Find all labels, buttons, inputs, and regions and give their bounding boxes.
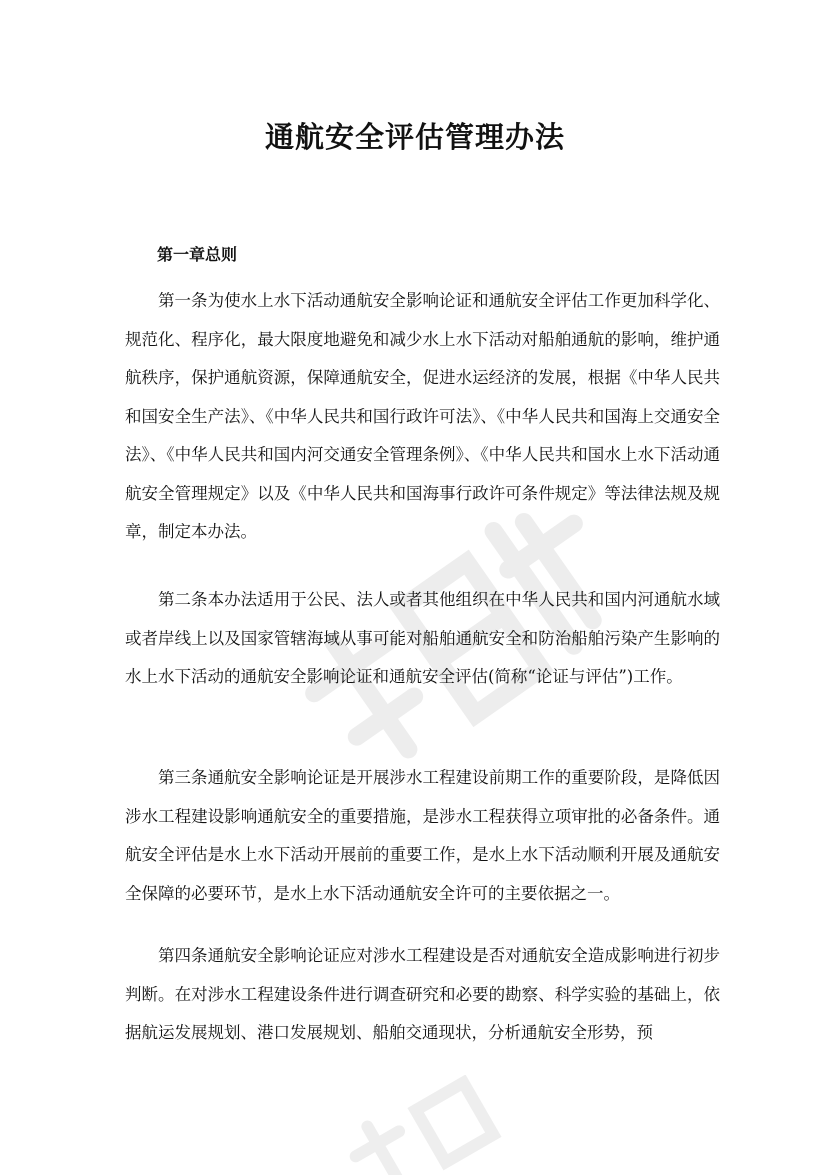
article-4-paragraph: 第四条通航安全影响论证应对涉水工程建设是否对通航安全造成影响进行初步判断。在对涉水工程建设条件进行调查研究和必要的勘察、科学实验的基础上，依据航运发展规划、港口发展规划、船舶交通现状，分析通航安全形势，预 xyxy=(125,946,720,1042)
document-title: 通航安全评估管理办法 xyxy=(264,120,565,154)
watermark-graphic-bottom xyxy=(330,1075,530,1175)
article-2-paragraph: 第二条本办法适用于公民、法人或者其他组织在中华人民共和国内河通航水域或者岸线上以及国家管辖海域从事可能对船舶通航安全和防治船舶污染产生影响的水上水下活动的通航安全影响论证和通航安全评估(简称“论证与评估”)工作。 xyxy=(125,590,720,686)
article-3-paragraph: 第三条通航安全影响论证是开展涉水工程建设前期工作的重要阶段，是降低因涉水工程建设影响通航安全的重要措施，是涉水工程获得立项审批的必备条件。通航安全评估是水上水下活动开展前的重要工作，是水上水下活动顺利开展及通航安全保障的必要环节，是水上水下活动通航安全许可的主要依据之一。 xyxy=(125,768,720,903)
chapter-heading: 第一章总则 xyxy=(157,245,238,264)
article-1-paragraph: 第一条为使水上水下活动通航安全影响论证和通航安全评估工作更加科学化、规范化、程序化，最大限度地避免和减少水上水下活动对船舶通航的影响，维护通航秩序，保护通航资源，保障通航安全，促进水运经济的发展，根据《中华人民共和国安全生产法》、《中华人民共和国行政许可法》、《中华人民共和国海上交通安全法》、《中华人民共和国内河交通安全管理条例》、《中华人民共和国水上水下活动通航安全管理规定》以及《中华人民共和国海事行政许可条件规定》等法律法规及规章，制定本办法。 xyxy=(125,291,720,541)
